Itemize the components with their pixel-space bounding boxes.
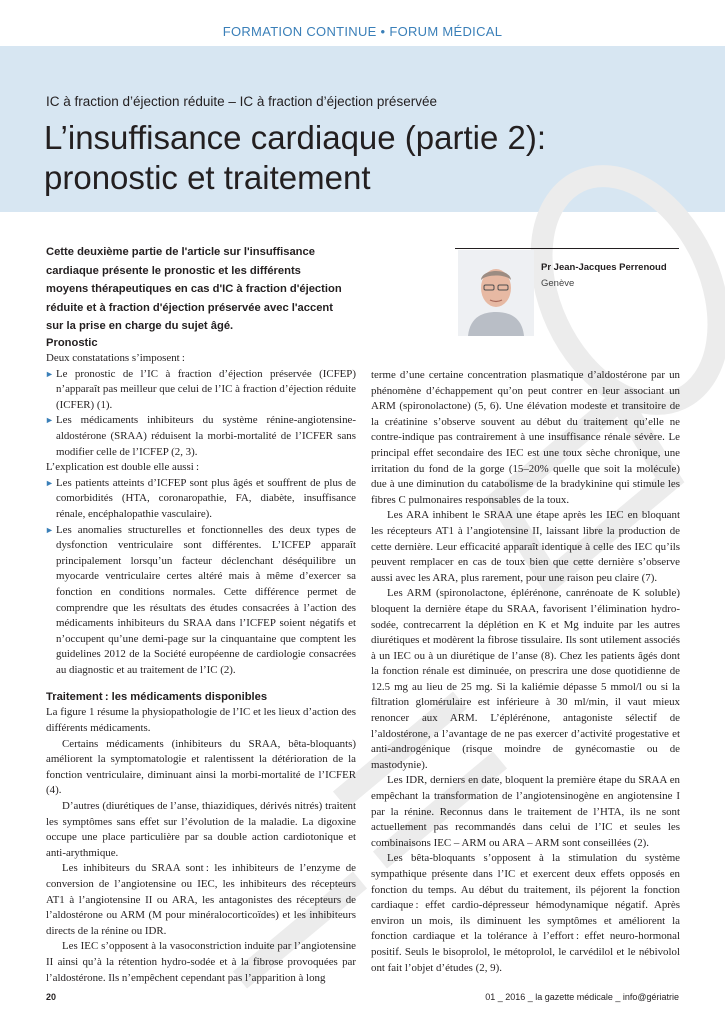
arrow-bullet-icon: ► bbox=[45, 477, 54, 488]
paragraph: La figure 1 résume la physiopathologie de l’IC et les lieux d’action des différents médicaments. bbox=[46, 706, 356, 735]
author-name: Pr Jean-Jacques Perrenoud bbox=[541, 262, 667, 273]
title-line-1: L’insuffisance cardiaque (partie 2): bbox=[44, 119, 547, 156]
paragraph: L’explication est double elle aussi : bbox=[46, 461, 199, 474]
lead-paragraph: Cette deuxième partie de l'article sur l'insuffisance cardiaque présente le pronostic et les différents moyens thérapeutiques en cas d'IC à fraction d'éjection réduite et à fraction d'éjection préservée avec l'accent sur la prise en charge du sujet âgé. bbox=[46, 246, 342, 333]
footer-info: 01 _ 2016 _ la gazette médicale _ info@gériatrie bbox=[485, 992, 679, 1002]
author-city: Genève bbox=[541, 278, 575, 289]
bullet-text: Les anomalies structurelles et fonctionnelles des deux types de dysfonction ventriculaire sont différentes. L’ICFEP apparaît principalement lorsqu’un facteur déclenchant déséquilibre un myocarde ventriculaire certes altéré mais à même d’exercer sa fonction en conditions normales. Cette différence permet de comprendre que les résultats des études consacrées à l’action des médicaments inhibiteurs du SRAA dans l’ICFEP soient négatifs et n’occupent qu’une demi-page sur la cinquantaine que comptent les guidelines 2012 de la Société européenne de cardiologie consacrées au diagnostic et au traitement de l’IC (2). bbox=[56, 523, 356, 676]
paragraph: Les ARA inhibent le SRAA une étape après les IEC en bloquant les récepteurs AT1 à l’angiotensine II, laissant libre la production de cette dernière. Leur efficacité apparaît identique à celle des IEC qu’ils peuvent remplacer en cas de toux bien que cette dernière s’observe aussi avec les ARA, plus rarement, pour une raison peu claire (7). bbox=[371, 509, 680, 584]
page-number: 20 bbox=[46, 992, 57, 1002]
title-line-2: pronostic et traitement bbox=[44, 159, 371, 196]
page-title bbox=[44, 118, 684, 198]
bullet-text: Les médicaments inhibiteurs du système rénine-angiotensine-aldostérone (SRAA) réduisent la morbi-mortalité de l’ICFER sans modifier celle de l’ICFEP (2, 3). bbox=[56, 414, 356, 458]
bullet-item bbox=[46, 413, 356, 460]
bullet-text: Le pronostic de l’IC à fraction d’éjection préservée (ICFEP) n’apparaît pas meilleur que celui de l’IC à fraction d’éjection réduite (ICFER) (1). bbox=[56, 367, 356, 411]
column-left bbox=[46, 336, 356, 986]
arrow-bullet-icon: ► bbox=[45, 415, 54, 426]
section-label: FORMATION CONTINUE • FORUM MÉDICAL bbox=[222, 24, 503, 39]
paragraph: terme d’une certaine concentration plasmatique d’aldostérone par un phénomène d’échappement qu’on peut contrer en leur associant un ARM (spironolactone) (5, 6). Une élévation modeste et transitoire de la créatinine s’observe souvent au début du traitement qu’elle ne contre-indique pas contrairement à une insuffisance rénale sévère. Le principal effet secondaire des IEC est une toux sèche chronique, une irritation du fond de la gorge (15–20% quelle que soit la molécule) due à une diminution du catabolisme de la bradykinine qui stimule les fibres C pulmonaires responsables de la toux. bbox=[371, 369, 680, 506]
paragraph: Les inhibiteurs du SRAA sont : les inhibiteurs de l’enzyme de conversion de l’angiotensine ou IEC, les inhibiteurs des récepteurs AT1 à l’angiotensine II ou ARA, les antagonistes des récepteurs de l’aldostérone ou ARM (M pour minéralocorticoïdes) et les inhibiteurs directs de la rénine ou IDR. bbox=[46, 862, 356, 937]
paragraph: D’autres (diurétiques de l’anse, thiazidiques, dérivés nitrés) traitent les symptômes sans effet sur l’évolution de la maladie. La digoxine occupe une place particulière par sa double action cardiotonique et anti-arythmique. bbox=[46, 800, 356, 859]
portrait-image bbox=[458, 250, 534, 336]
heading-pronostic: Pronostic bbox=[46, 337, 98, 349]
paragraph: Certains médicaments (inhibiteurs du SRAA, bêta-bloquants) améliorent la symptomatologie et ralentissent la détérioration de la fonction ventriculaire, diminuant ainsi la morbi-mortalité de l’ICFER (4). bbox=[46, 737, 356, 797]
arrow-bullet-icon: ► bbox=[45, 524, 54, 535]
author-photo bbox=[458, 250, 534, 336]
heading-traitement: Traitement : les médicaments disponibles bbox=[46, 691, 268, 704]
paragraph: Les ARM (spironolactone, éplérénone, canrénoate de K soluble) bloquent la dernière étape du SRAA, favorisent l’élimination hydro-sodée, contrecarrent la déplétion en K et Mg induite par les autres diurétiques et modèrent la fibrose tissulaire. Ils sont utilement associés à un IEC ou à un diurétique de l’anse (8). Chez les patients âgés dont la fonction rénale est diminuée, on prescrira une dose quotidienne de 12.5 mg au lieu de 25 mg. Si la kaliémie dépasse 5 mmol/l ou si la filtration glomérulaire est inférieure à 30 ml/min, il vaut mieux renoncer aux ARM. L’éplérénone, antagoniste sélectif de l’aldostérone, a l’avantage de ne pas exercer d’activité progestative et anti-androgénique (risque moindre de gynécomastie ou de mastodynie). bbox=[371, 587, 680, 771]
kicker: IC à fraction d’éjection réduite – IC à fraction d’éjection préservée bbox=[46, 94, 437, 109]
arrow-bullet-icon: ► bbox=[45, 368, 54, 379]
column-right bbox=[371, 368, 680, 976]
paragraph: Les IEC s’opposent à la vasoconstriction induite par l’angiotensine II ainsi qu’à la rétention hydro-sodée et à la fibrose provoquées par l’aldostérone. Ils n’empêchent cependant pas l’apparition à long bbox=[46, 940, 356, 984]
paragraph: Deux constatations s’imposent : bbox=[46, 352, 185, 364]
bullet-item bbox=[46, 476, 356, 523]
bullet-item bbox=[46, 523, 356, 679]
paragraph: Les bêta-bloquants s’opposent à la stimulation du système sympathique présente dans l’IC et exercent deux effets opposés en fonction du temps. Au début du traitement, ils péjorent la fonction cardiaque : effet cardio-dépresseur hémodynamique négatif. Après environ un mois, ils diminuent les symptômes et améliorent la fonction cardiaque et la tolérance à l’effort : effet neuro-hormonal positif. Seuls le bisoprolol, le métoprolol, le carvédilol et le nébivolol ont fait l’objet d’études (2, 9). bbox=[371, 852, 680, 974]
paragraph: Les IDR, derniers en date, bloquent la première étape du SRAA en empêchant la transformation de l’angiotensinogène en angiotensine I par la rénine. Reconnus dans le traitement de l’HTA, ils ne sont actuellement pas recommandés dans celui de l’IC et seules les combinaisons IEC – ARM ou ARA – ARM sont conseillées (2). bbox=[371, 774, 680, 849]
author-rule bbox=[455, 248, 679, 249]
top-bar bbox=[0, 0, 725, 46]
bullet-item bbox=[46, 367, 356, 414]
bullet-text: Les patients atteints d’ICFEP sont plus âgés et souffrent de plus de comorbidités (HTA, coronaropathie, FA, diabète, insuffisance rénale, encéphalopathie vasculaire). bbox=[56, 476, 356, 520]
